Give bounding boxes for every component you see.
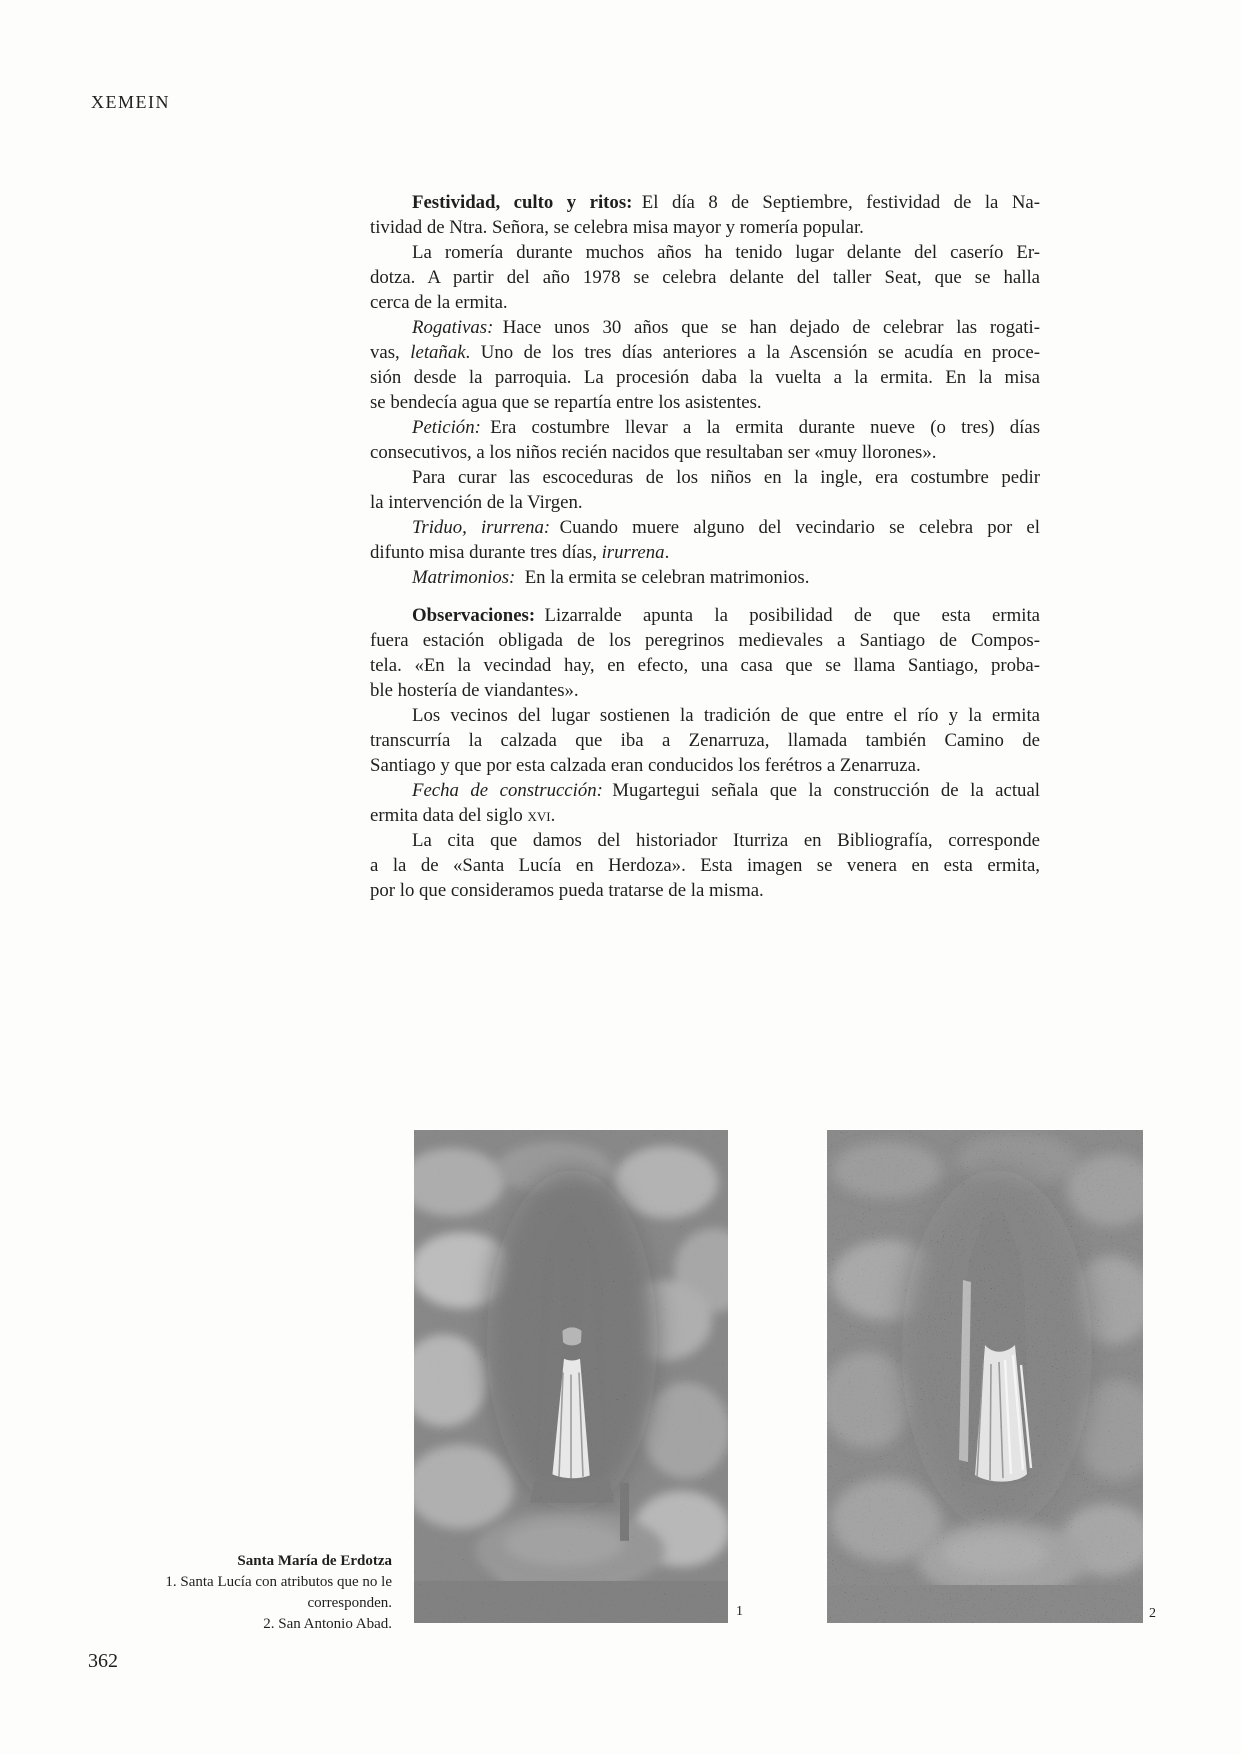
paragraph (370, 778, 1040, 828)
figure-number-1: 1 (736, 1604, 743, 1619)
text-line: la intervención de la Virgen. (370, 492, 583, 513)
page-number: 362 (88, 1650, 118, 1672)
paragraph (370, 515, 1040, 565)
text-line: transcurría la calzada que iba a Zenarruza, llamada también Camino de (370, 730, 1040, 751)
paragraph (370, 240, 1040, 315)
paragraph (370, 315, 1040, 415)
paragraph (370, 703, 1040, 778)
caption-title: Santa María de Erdotza (237, 1553, 392, 1569)
text-line: Los vecinos del lugar sostienen la tradición de que entre el río y la ermita (412, 705, 1040, 726)
caption-line: corresponden. (307, 1595, 392, 1611)
text-line: ermita data del siglo xvi. (370, 805, 556, 826)
figure-number-2: 2 (1149, 1606, 1156, 1621)
text-line: La romería durante muchos años ha tenido lugar delante del caserío Er- (412, 242, 1040, 263)
text-line: Para curar las escoceduras de los niños en la ingle, era costumbre pedir (412, 467, 1040, 488)
text-line: sión desde la parroquia. La procesión daba la vuelta a la ermita. En la misa (370, 367, 1040, 388)
text-line: Observaciones: Lizarralde apunta la posibilidad de que esta ermita (412, 605, 1040, 626)
paragraph (370, 603, 1040, 703)
paragraph (370, 565, 1040, 590)
text-line: tela. «En la vecindad hay, en efecto, una casa que se llama Santiago, proba- (370, 655, 1040, 676)
paragraph (370, 415, 1040, 465)
text-line: Petición: Era costumbre llevar a la ermita durante nueve (o tres) días (412, 417, 1040, 438)
text-line: Santiago y que por esta calzada eran conducidos los ferétros a Zenarruza. (370, 755, 921, 776)
text-line: vas, letañak. Uno de los tres días anteriores a la Ascensión se acudía en proce- (370, 342, 1040, 363)
figure-caption (100, 1551, 392, 1635)
text-line: tividad de Ntra. Señora, se celebra misa mayor y romería popular. (370, 217, 864, 238)
text-line: Triduo, irurrena: Cuando muere alguno del vecindario se celebra por el (412, 517, 1040, 538)
text-line: consecutivos, a los niños recién nacidos que resultaban ser «muy llorones». (370, 442, 937, 463)
caption-line: 2. San Antonio Abad. (263, 1616, 392, 1632)
text-line: cerca de la ermita. (370, 292, 508, 313)
paragraph (370, 465, 1040, 515)
caption-line: 1. Santa Lucía con atributos que no le (165, 1574, 392, 1590)
text-line: dotza. A partir del año 1978 se celebra delante del taller Seat, que se halla (370, 267, 1040, 288)
text-line: fuera estación obligada de los peregrinos medievales a Santiago de Compos- (370, 630, 1040, 651)
text-line: Rogativas: Hace unos 30 años que se han dejado de celebrar las rogati- (412, 317, 1040, 338)
statue-photo-1-art (414, 1130, 728, 1623)
text-line: por lo que consideramos pueda tratarse de la misma. (370, 880, 764, 901)
text-line: se bendecía agua que se repartía entre los asistentes. (370, 392, 762, 413)
running-head: XEMEIN (91, 92, 170, 112)
paragraph (370, 828, 1040, 903)
text-line: Fecha de construcción: Mugartegui señala que la construcción de la actual (412, 780, 1041, 801)
figure-photo-1 (414, 1130, 728, 1623)
text-line: Matrimonios: En la ermita se celebran matrimonios. (412, 567, 810, 588)
text-line: ble hostería de viandantes». (370, 680, 579, 701)
text-line: a la de «Santa Lucía en Herdoza». Esta imagen se venera en esta ermita, (370, 855, 1040, 876)
paragraph (370, 190, 1040, 240)
figure-photo-2 (827, 1130, 1143, 1623)
statue-photo-2-art (827, 1130, 1143, 1623)
text-line: difunto misa durante tres días, irurrena. (370, 542, 670, 563)
text-line: Festividad, culto y ritos: El día 8 de Septiembre, festividad de la Na- (412, 192, 1041, 213)
text-block (370, 190, 1040, 903)
text-line: La cita que damos del historiador Iturriza en Bibliografía, corresponde (412, 830, 1040, 851)
figure-caption-lines (100, 1572, 392, 1635)
